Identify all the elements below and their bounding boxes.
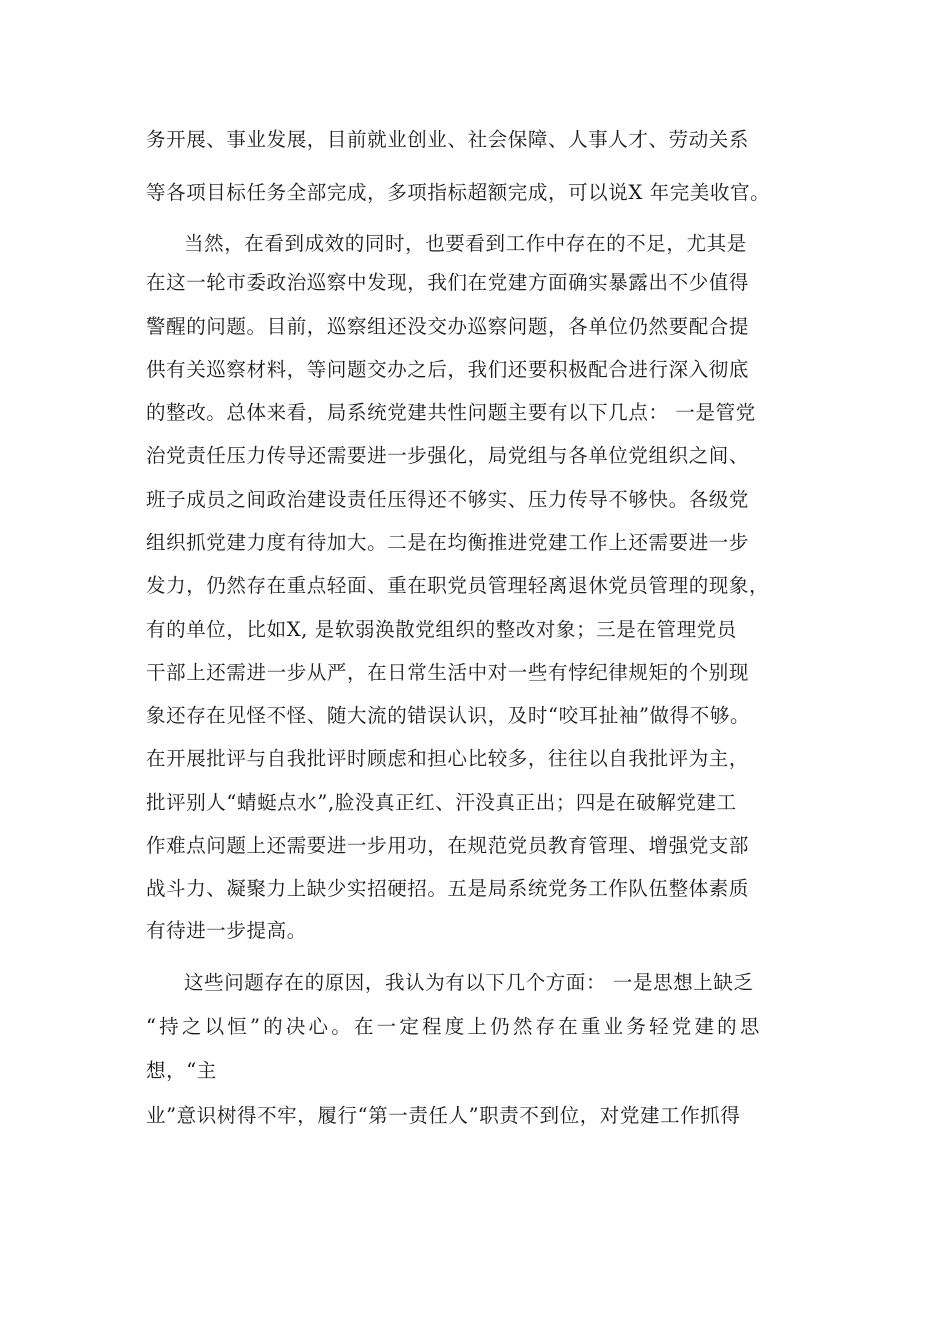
paragraph-2-line-1: 当然，在看到成效的同时，也要看到工作中存在的不足，尤其是 [184, 232, 747, 255]
paragraph-2-line-4: 供有关巡察材料，等问题交办之后，我们还要积极配合进行深入彻底 [146, 358, 750, 381]
paragraph-2-line-3: 警醒的问题。目前，巡察组还没交办巡察问题，各单位仍然要配合提 [146, 315, 750, 338]
paragraph-2-line-16: 战斗力、凝聚力上缺少实招硬招。五是局系统党务工作队伍整体素质 [146, 877, 750, 900]
paragraph-2-line-6: 治党责任压力传导还需要进一步强化，局党组与各单位党组织之间、 [146, 444, 750, 467]
paragraph-2-line-12: 象还存在见怪不怪、随大流的错误认识，及时“咬耳扯袖”做得不够。 [146, 704, 751, 727]
paragraph-3-line-4: 业”意识树得不牢，履行“第一责任人”职责不到位，对党建工作抓得 [146, 1104, 741, 1127]
paragraph-1-line-2: 等各项目标任务全部完成，多项指标超额完成，可以说X 年完美收官。 [146, 181, 771, 204]
paragraph-2-line-8: 组织抓党建力度有待加大。二是在均衡推进党建工作上还需要进一步 [146, 531, 750, 554]
paragraph-3-line-2: “持之以恒”的决心。在一定程度上仍然存在重业务轻党建的思 [146, 1015, 763, 1038]
paragraph-3-line-1: 这些问题存在的原因，我认为有以下几个方面： 一是思想上缺乏 [184, 971, 754, 994]
paragraph-3-line-3: 想，“主 [146, 1059, 217, 1082]
paragraph-2-line-9: 发力，仍然存在重点轻面、重在职党员管理轻离退休党员管理的现象， [146, 574, 770, 597]
paragraph-1-line-1: 务开展、事业发展，目前就业创业、社会保障、人事人才、劳动关系 [146, 128, 750, 151]
paragraph-2-line-5: 的整改。总体来看，局系统党建共性问题主要有以下几点： 一是管党 [146, 401, 756, 424]
paragraph-2-line-11: 干部上还需进一步从严，在日常生活中对一些有悖纪律规矩的个别现 [146, 661, 750, 684]
paragraph-2-line-14: 批评别人“蜻蜓点水”,脸没真正红、汗没真正出；四是在破解党建工 [146, 791, 737, 814]
paragraph-2-line-10: 有的单位，比如X, 是软弱涣散党组织的整改对象；三是在管理党员 [146, 618, 737, 641]
paragraph-2-line-15: 作难点问题上还需要进一步用功，在规范党员教育管理、增强党支部 [146, 834, 750, 857]
paragraph-2-line-2: 在这一轮市委政治巡察中发现，我们在党建方面确实暴露出不少值得 [146, 271, 750, 294]
paragraph-2-line-7: 班子成员之间政治建设责任压得还不够实、压力传导不够快。各级党 [146, 488, 750, 511]
paragraph-2-line-17: 有待进一步提高。 [146, 919, 307, 942]
paragraph-2-line-13: 在开展批评与自我批评时顾虑和担心比较多，往往以自我批评为主， [146, 747, 750, 770]
